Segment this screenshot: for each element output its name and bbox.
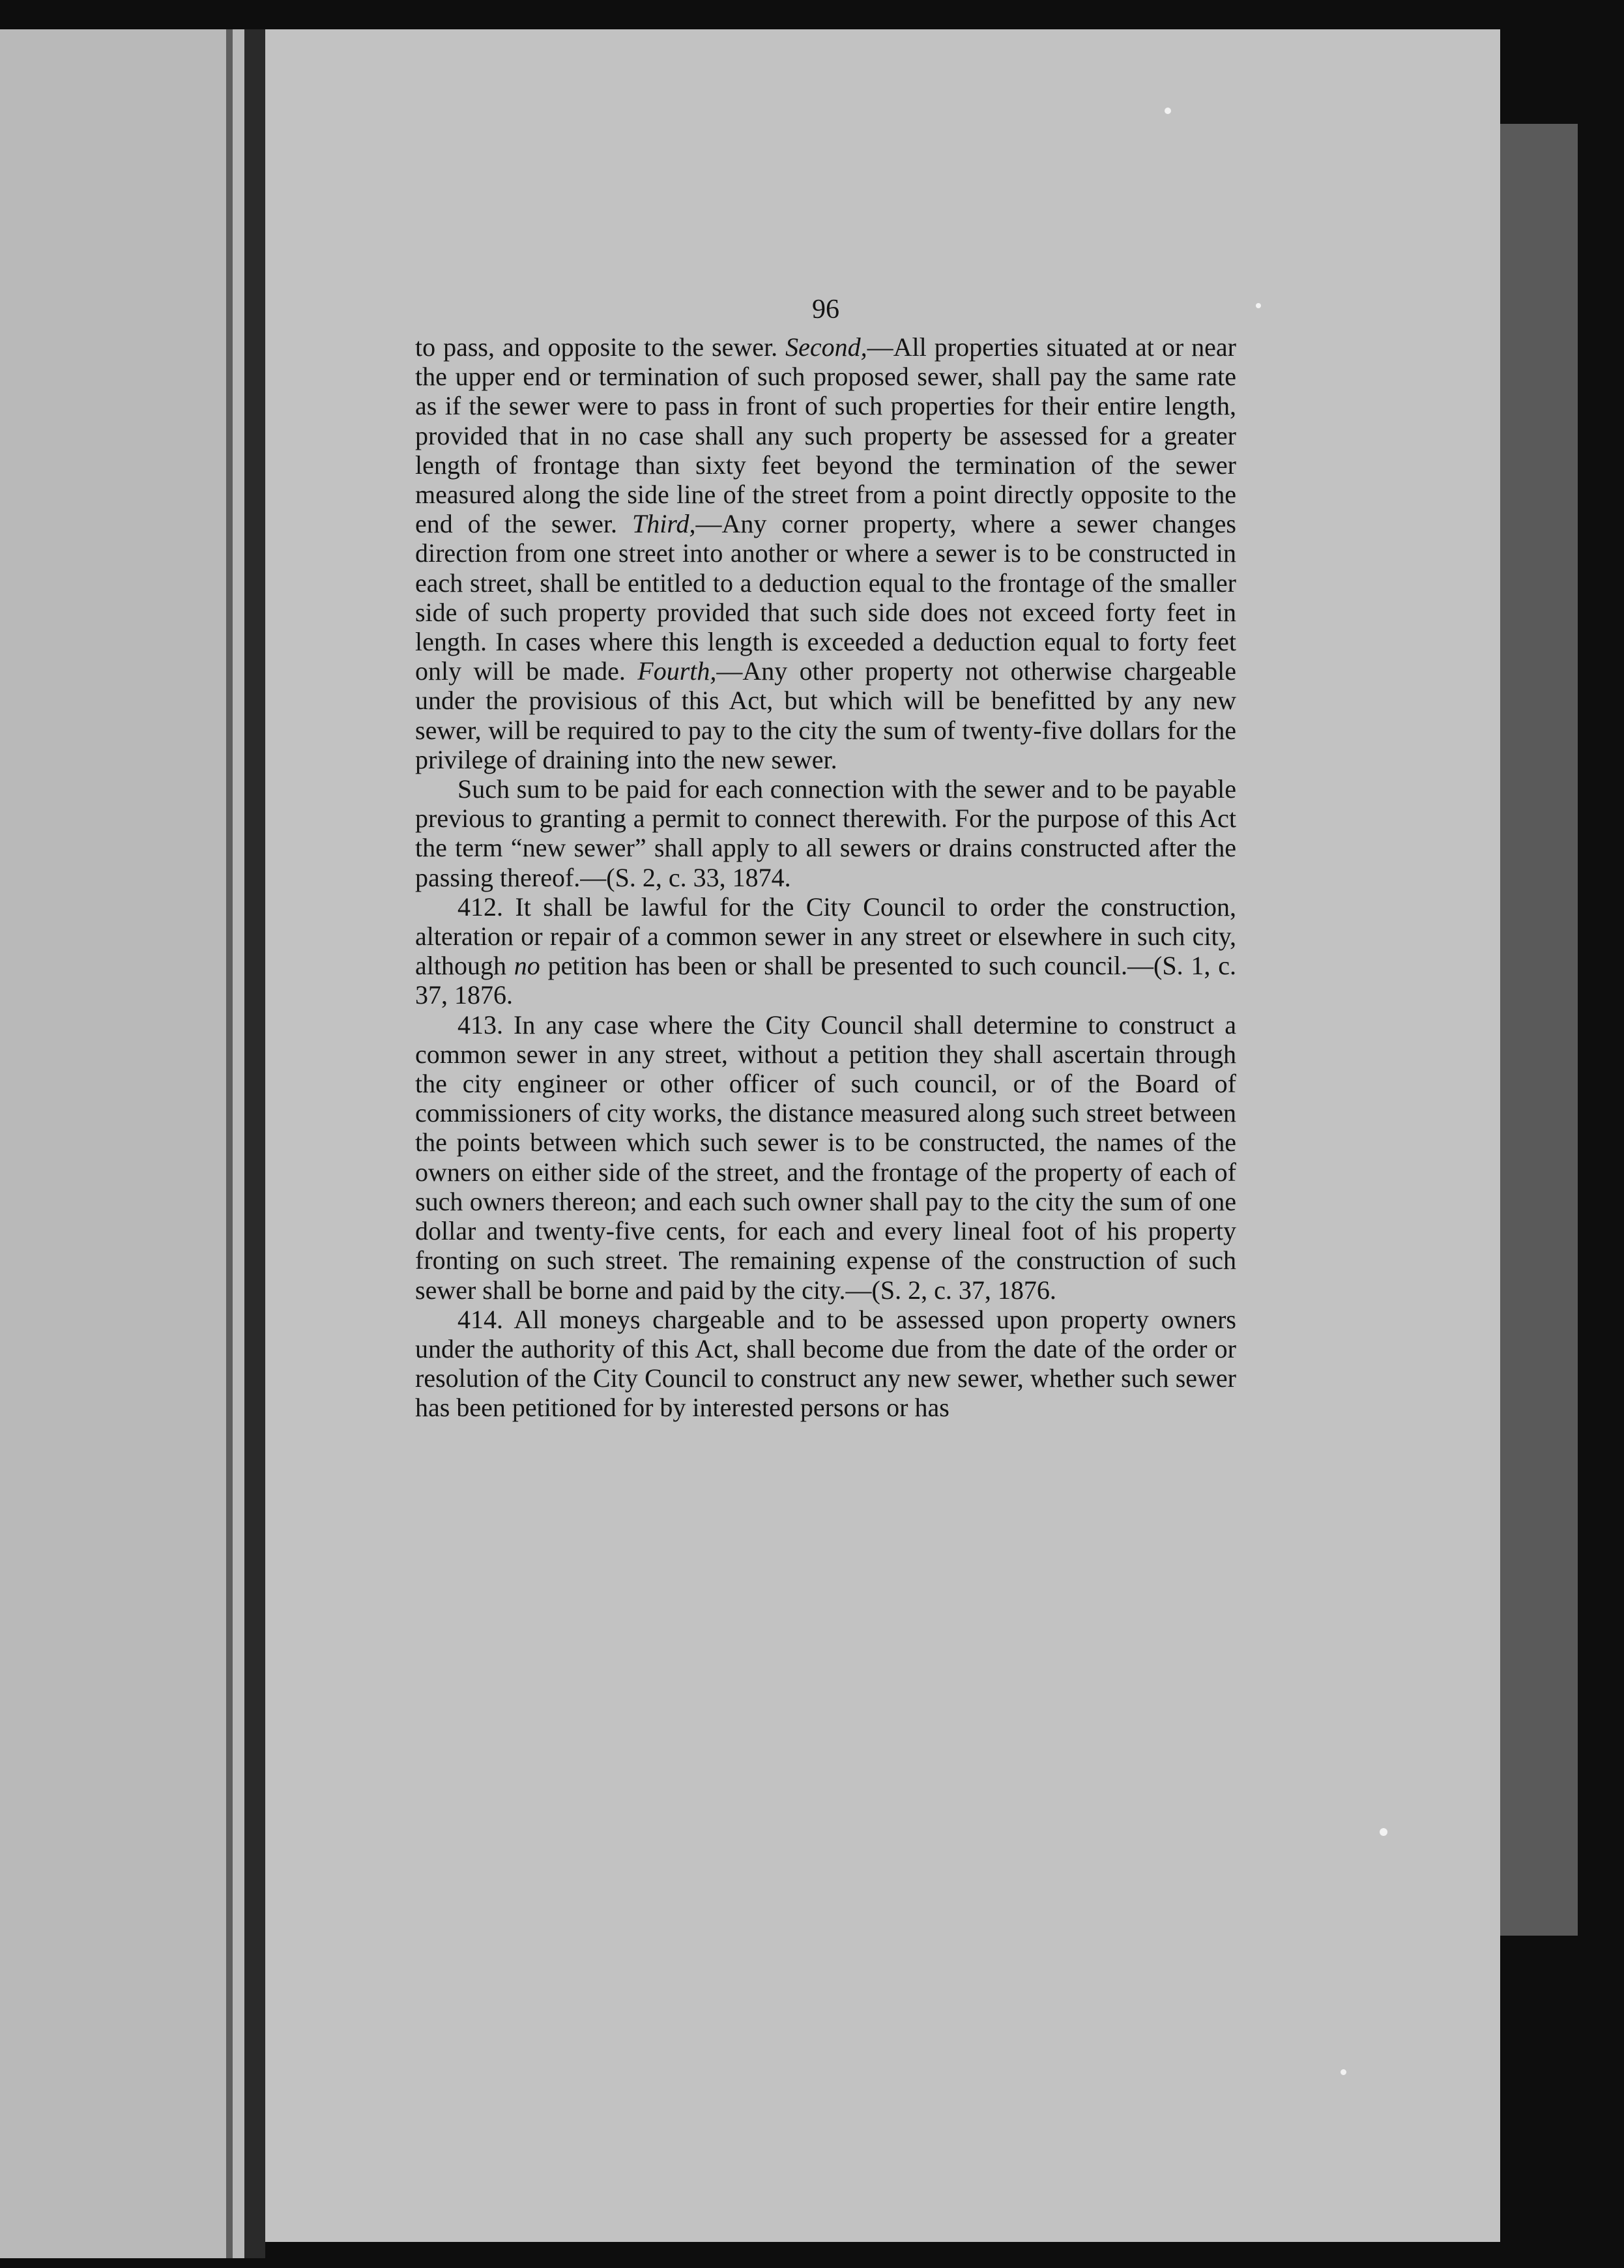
heading-second: Second,	[785, 332, 867, 362]
section-number: 414.	[457, 1304, 503, 1334]
page-body	[415, 293, 1236, 1423]
scan-speck	[1341, 2069, 1346, 2075]
page-edge-shadow	[1496, 124, 1578, 1936]
paragraph-continuation: to pass, and opposite to the sewer. Second,—All properties situated at or near the upper end or termination of such proposed sewer, shall pay the same rate as if the sewer were to pass in front of such properties for their entire length, provided that in no case shall any such property be assessed for a greater length of frontage than sixty feet beyond the termination of the sewer measured along the side line of the street from a point directly opposite to the end of the sewer. Third,—Any corner property, where a sewer changes direction from one street into another or where a sewer is to be constructed in each street, shall be entitled to a deduction equal to the frontage of the smaller side of such property provided that such side does not exceed forty feet in length. In cases where this length is exceeded a deduction equal to forty feet only will be made. Fourth,—Any other property not otherwise chargeable under the provisious of this Act, but which will be benefitted by any new sewer, will be required to pay to the city the sum of twenty-five dollars for the privilege of draining into the new sewer.	[415, 332, 1237, 774]
scan-speck	[1380, 1828, 1387, 1836]
section-413: 413. In any case where the City Council shall determine to construct a common sewer in any street, without a petition they shall ascertain through the city engineer or other officer of such council, or of the Board of commissioners of city works, the distance measured along such street between the points between which such sewer is to be constructed, the names of the owners on either side of the street, and the frontage of the property of each of such owners thereon; and each such owner shall pay to the city the sum of one dollar and twenty-five cents, for each and every lineal foot of his property fronting on such street. The remaining expense of the construction of such sewer shall be borne and paid by the city.—(S. 2, c. 37, 1876.	[415, 1010, 1236, 1305]
facing-page-fragment	[0, 29, 244, 2258]
scan-speck	[1165, 108, 1171, 114]
document-page	[265, 29, 1500, 2242]
scan-speck	[1256, 303, 1261, 308]
heading-fourth: Fourth,	[637, 656, 717, 686]
section-412: 412. It shall be lawful for the City Council to order the construction, alteration or repair of a common sewer in any street or elsewhere in such city, although no petition has been or shall be presented to such council.—(S. 1, c. 37, 1876.	[415, 892, 1236, 1010]
heading-third: Third,	[632, 509, 696, 539]
section-number: 412.	[457, 892, 503, 922]
section-414: 414. All moneys chargeable and to be assessed upon property owners under the authority of this Act, shall become due from the date of the order or resolution of the City Council to construct any new sewer, whether such sewer has been petitioned for by interested persons or has	[415, 1304, 1236, 1423]
book-gutter	[244, 29, 265, 2258]
page-number: 96	[812, 295, 839, 325]
paragraph-connection-fee: Such sum to be paid for each connection with the sewer and to be payable previous to granting a permit to connect therewith. For the purpose of this Act the term “new sewer” shall apply to all sewers or drains constructed after the passing thereof.—(S. 2, c. 33, 1874.	[415, 774, 1236, 892]
emphasis-no: no	[514, 951, 540, 981]
section-number: 413.	[457, 1010, 503, 1040]
